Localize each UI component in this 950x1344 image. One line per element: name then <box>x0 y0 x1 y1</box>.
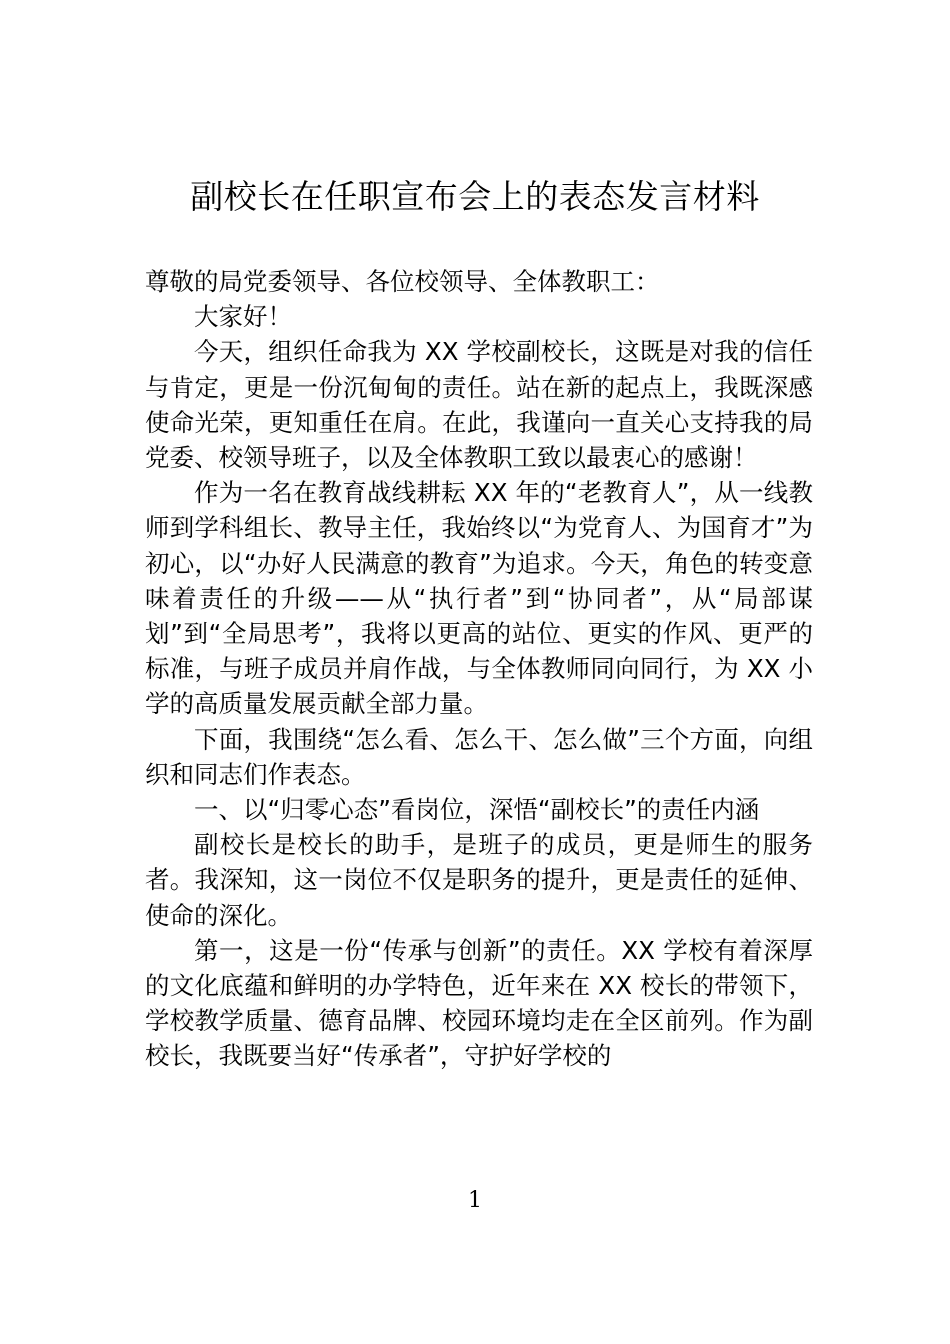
page-number: 1 <box>468 1188 482 1213</box>
document-title: 副校长在任职宣布会上的表态发言材料 <box>190 177 760 216</box>
paragraph-experience: 作为一名在教育战线耕耘 XX 年的“老教育人”，从一线教师到学科组长、教导主任，我始终以“为党育人、为国育才”为初心，以“办好人民满意的教育”为追求。今天，角色的转变意味着责任的升级——从“执行者”到“协同者”，从“局部谋划”到“全局思考”，我将以更高的站位、更实的作风、更严的标准，与班子成员并肩作战，与全体教师同向同行，为 XX 小学的高质量发展贡献全部力量。 <box>145 478 813 719</box>
document-body <box>145 264 813 1074</box>
paragraph-appointment: 今天，组织任命我为 XX 学校副校长，这既是对我的信任与肯定，更是一份沉甸甸的责任。站在新的起点上，我既深感使命光荣，更知重任在肩。在此，我谨向一直关心支持我的局党委、校领导班子，以及全体教职工致以最衷心的感谢！ <box>145 337 813 473</box>
paragraph-first-point: 第一，这是一份“传承与创新”的责任。XX 学校有着深厚的文化底蕴和鲜明的办学特色，近年来在 XX 校长的带领下，学校教学质量、德育品牌、校园环境均走在全区前列。作为副校长，我既要当好“传承者”，守护好学校的 <box>145 935 813 1071</box>
greeting: 大家好！ <box>194 302 292 332</box>
salutation: 尊敬的局党委领导、各位校领导、全体教职工： <box>145 267 660 296</box>
paragraph-role: 副校长是校长的助手，是班子的成员，更是师生的服务者。我深知，这一岗位不仅是职务的提升，更是责任的延伸、使命的深化。 <box>145 830 813 930</box>
paragraph-outline: 下面，我围绕“怎么看、怎么干、怎么做”三个方面，向组织和同志们作表态。 <box>145 724 813 789</box>
section-heading: 一、以“归零心态”看岗位，深悟“副校长”的责任内涵 <box>194 795 760 825</box>
